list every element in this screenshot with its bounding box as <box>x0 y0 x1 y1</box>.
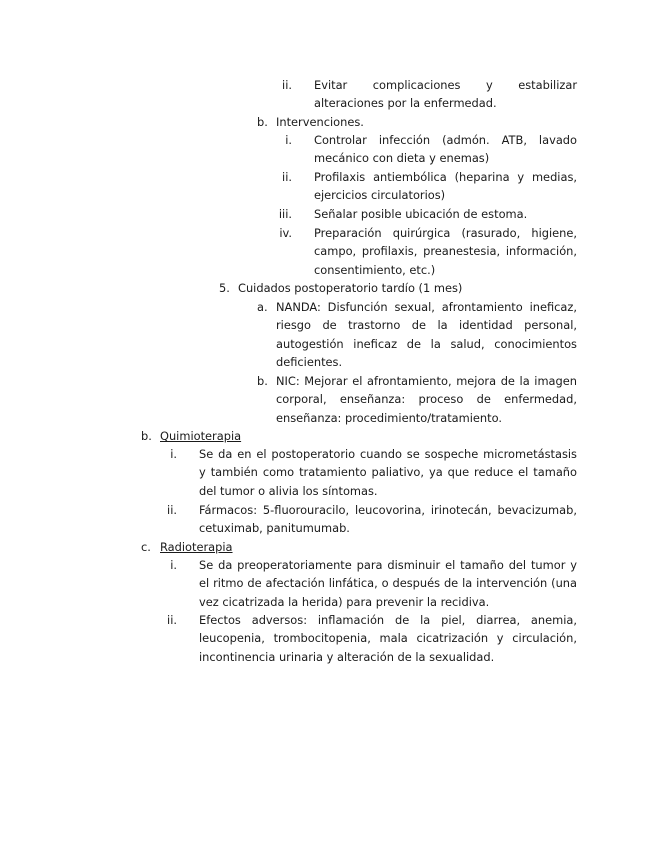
list-marker: i. <box>170 558 177 572</box>
list-item <box>257 372 577 427</box>
list-item-text: Se da preoperatoriamente para disminuir el tamaño del tumor y el ritmo de afectación linfática, o después de la intervención (una vez cicatrizada la herida) para prevenir la recidiva. <box>199 558 577 609</box>
list-item-text: Evitar complicaciones y estabilizar alteraciones por la enfermedad. <box>314 78 577 111</box>
list-marker: ii. <box>167 503 177 517</box>
list-item-text: Fármacos: 5-fluorouracilo, leucovorina, irinotecán, bevacizumab, cetuximab, panitumumab. <box>199 503 577 536</box>
list-item <box>167 611 577 666</box>
list-item <box>219 279 577 297</box>
list-marker: b. <box>257 115 268 129</box>
list-item <box>167 501 577 538</box>
list-marker: 5. <box>219 281 230 295</box>
list-item-text: Preparación quirúrgica (rasurado, higiene, campo, profilaxis, preanestesia, información, consentimiento, etc.) <box>314 226 577 277</box>
section-heading <box>141 538 577 556</box>
list-item <box>279 224 577 279</box>
list-item-text: Efectos adversos: inflamación de la piel, diarrea, anemia, leucopenia, trombocitopenia, mala cicatrización y circulación, incontinencia urinaria y alteración de la sexualidad. <box>199 613 577 664</box>
section-title-quimioterapia: Quimioterapia <box>160 429 242 443</box>
list-item-text: Se da en el postoperatorio cuando se sospeche micrometástasis y también como tratamiento paliativo, ya que reduce el tamaño del tumor o alivia los síntomas. <box>199 447 577 498</box>
list-item-text: Cuidados postoperatorio tardío (1 mes) <box>238 281 463 295</box>
list-marker: i. <box>285 133 292 147</box>
list-item <box>257 298 577 372</box>
list-item <box>285 131 577 168</box>
list-marker: ii. <box>282 170 292 184</box>
list-marker: iii. <box>278 207 292 221</box>
list-item-text: Señalar posible ubicación de estoma. <box>314 207 528 221</box>
list-marker: b. <box>141 429 152 443</box>
section-title-radioterapia: Radioterapia <box>160 540 233 554</box>
list-marker: ii. <box>282 78 292 92</box>
list-item <box>278 205 577 223</box>
list-marker: b. <box>257 374 268 388</box>
list-marker: i. <box>170 447 177 461</box>
list-item <box>282 168 577 205</box>
list-marker: ii. <box>167 613 177 627</box>
list-item-text: Profilaxis antiembólica (heparina y medias, ejercicios circulatorios) <box>314 170 577 203</box>
list-marker: a. <box>257 300 268 314</box>
list-item <box>282 76 577 113</box>
list-marker: c. <box>141 540 151 554</box>
list-item-text: NANDA: Disfunción sexual, afrontamiento ineficaz, riesgo de trastorno de la identidad personal, autogestión ineficaz de la salud, conocimientos deficientes. <box>276 300 577 370</box>
list-marker: iv. <box>279 226 292 240</box>
list-item <box>170 445 577 500</box>
list-item <box>257 113 577 131</box>
section-heading <box>141 427 577 445</box>
list-item-text: Intervenciones. <box>276 115 364 129</box>
list-item-text: NIC: Mejorar el afrontamiento, mejora de la imagen corporal, enseñanza: proceso de enfermedad, enseñanza: procedimiento/tratamiento. <box>276 374 577 425</box>
list-item-text: Controlar infección (admón. ATB, lavado mecánico con dieta y enemas) <box>314 133 577 166</box>
list-item <box>170 556 577 611</box>
